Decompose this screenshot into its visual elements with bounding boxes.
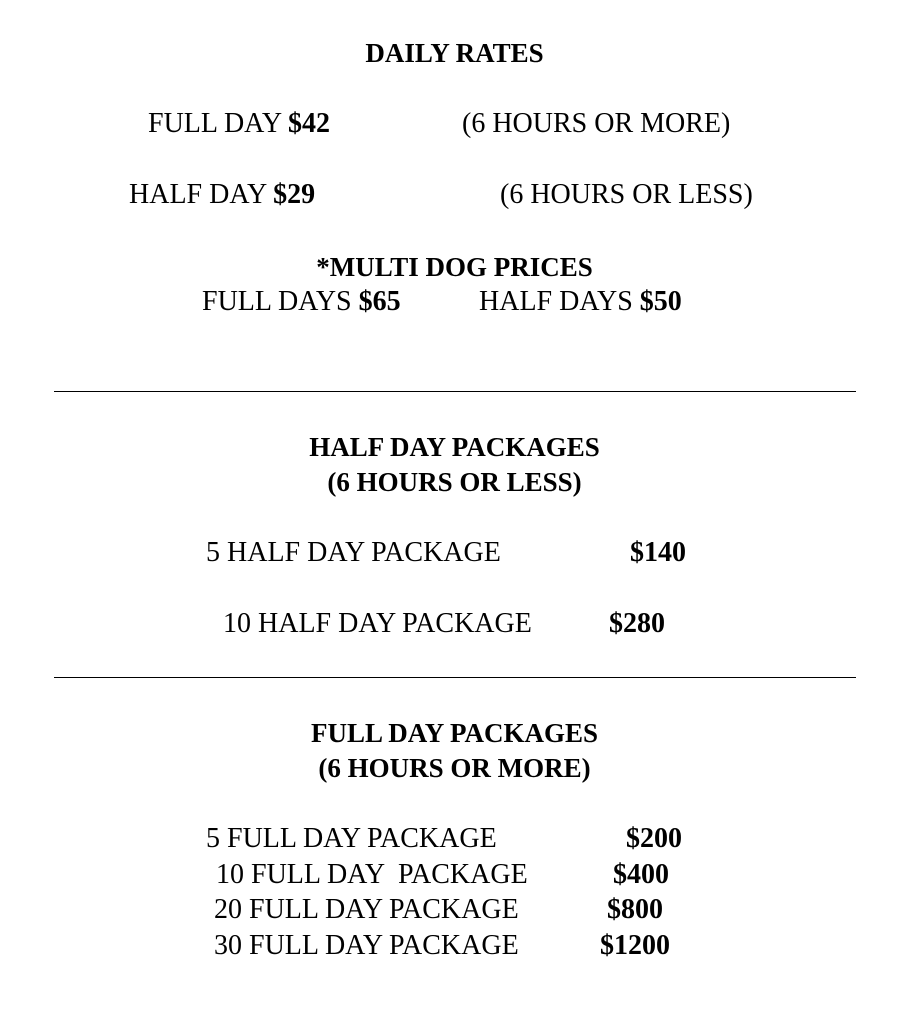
multi-dog-full-days-price: $65 <box>358 286 401 317</box>
full-day-packages-subtitle: (6 HOURS OR MORE) <box>318 753 591 783</box>
full-package-price: $1200 <box>600 930 670 961</box>
multi-dog-full-days-label: FULL DAYS <box>202 286 352 317</box>
multi-dog-half-days-price: $50 <box>639 286 682 317</box>
half-package-price: $140 <box>630 537 686 568</box>
full-package-label: 5 FULL DAY PACKAGE <box>206 823 497 854</box>
daily-rates-title: DAILY RATES <box>365 38 544 68</box>
half-package-price: $280 <box>609 608 665 639</box>
half-day-note: (6 HOURS OR LESS) <box>500 179 753 210</box>
full-package-price: $800 <box>607 894 663 925</box>
full-package-label: 10 FULL DAY PACKAGE <box>216 859 528 890</box>
full-day-packages-title: FULL DAY PACKAGES <box>310 718 599 748</box>
divider <box>54 677 856 678</box>
full-package-label: 20 FULL DAY PACKAGE <box>214 894 519 925</box>
full-day-rate <box>148 108 330 140</box>
full-day-note: (6 HOURS OR MORE) <box>462 108 731 139</box>
divider <box>54 391 856 392</box>
half-day-label: HALF DAY <box>129 179 267 210</box>
full-package-label: 30 FULL DAY PACKAGE <box>214 930 519 961</box>
full-day-label: FULL DAY <box>148 108 282 139</box>
multi-dog-half-days <box>479 286 682 318</box>
half-day-packages-subtitle: (6 HOURS OR LESS) <box>327 467 582 497</box>
full-package-price: $200 <box>626 823 682 854</box>
multi-dog-half-days-label: HALF DAYS <box>479 286 633 317</box>
half-package-label: 5 HALF DAY PACKAGE <box>206 537 501 568</box>
half-package-label: 10 HALF DAY PACKAGE <box>223 608 532 639</box>
half-day-rate <box>129 179 315 211</box>
multi-dog-title: *MULTI DOG PRICES <box>316 252 593 282</box>
full-package-price: $400 <box>613 859 669 890</box>
full-day-price: $42 <box>288 108 331 139</box>
multi-dog-full-days <box>202 286 401 318</box>
half-day-price: $29 <box>273 179 316 210</box>
half-day-packages-title: HALF DAY PACKAGES <box>309 432 600 462</box>
